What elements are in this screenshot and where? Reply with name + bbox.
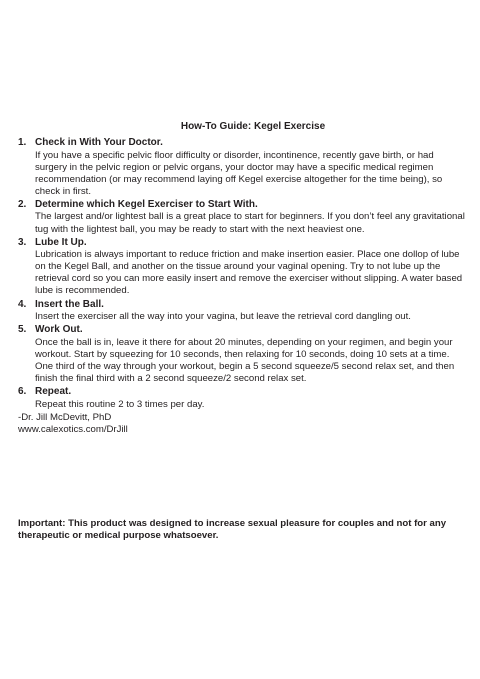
author-signature: -Dr. Jill McDevitt, PhD xyxy=(18,411,112,423)
step-6 xyxy=(18,386,466,411)
step-body: The largest and/or lightest ball is a great place to start for beginners. If you don’t feel any gravitational tug with the lightest ball, you may be ready to start with the next heaviest one. xyxy=(35,211,465,235)
step-2 xyxy=(18,199,466,236)
step-heading: Insert the Ball. xyxy=(35,298,104,310)
step-number: 3. xyxy=(18,236,27,248)
step-heading: Lube It Up. xyxy=(35,236,87,248)
step-body: Lubrication is always important to reduce friction and make insertion easier. Place one dollop of lube on the Kegel Ball, and another on the tissue around your vaginal opening. Try to not lube up the retrieval cord so you can more easily insert and remove the exerciser without slipping. A water based lube is recommended. xyxy=(35,249,463,297)
step-body: If you have a specific pelvic floor difficulty or disorder, incontinence, recently gave birth, or had surgery in the pelvic region or pelvic organs, your doctor may have a specific medical regimen recommendation (or may recommend laying off Kegel exercise altogether for the time being), so check in first. xyxy=(35,149,443,197)
important-notice: Important: This product was designed to increase sexual pleasure for couples and not for any therapeutic or medical purpose whatsoever. xyxy=(18,518,447,542)
author-website: www.calexotics.com/DrJill xyxy=(18,423,128,435)
step-body: Insert the exerciser all the way into your vagina, but leave the retrieval cord dangling out. xyxy=(35,311,411,323)
step-number: 6. xyxy=(18,386,27,397)
steps-list xyxy=(18,137,466,411)
step-heading: Determine which Kegel Exerciser to Start With. xyxy=(35,198,258,210)
step-body: Once the ball is in, leave it there for about 20 minutes, depending on your regimen, and begin your workout. Start by squeezing for 10 seconds, then relaxing for 10 seconds, doing 10 sets at a time. One third of the way through your workout, begin a 5 second squeeze/5 second relax set, and then finish the final third with a 2 second squeeze/2 second relax set. xyxy=(35,336,455,384)
step-number: 2. xyxy=(18,198,27,210)
guide-content xyxy=(18,121,466,436)
step-body: Repeat this routine 2 to 3 times per day. xyxy=(35,398,205,410)
step-3 xyxy=(18,237,466,298)
step-heading: Work Out. xyxy=(35,324,83,336)
step-number: 5. xyxy=(18,324,27,336)
step-1 xyxy=(18,137,466,198)
step-5 xyxy=(18,324,466,385)
step-number: 1. xyxy=(18,137,27,149)
step-heading: Check in With Your Doctor. xyxy=(35,137,163,149)
step-number: 4. xyxy=(18,298,27,310)
guide-title: How-To Guide: Kegel Exercise xyxy=(180,121,326,132)
step-heading: Repeat. xyxy=(35,386,72,397)
step-4 xyxy=(18,299,466,324)
